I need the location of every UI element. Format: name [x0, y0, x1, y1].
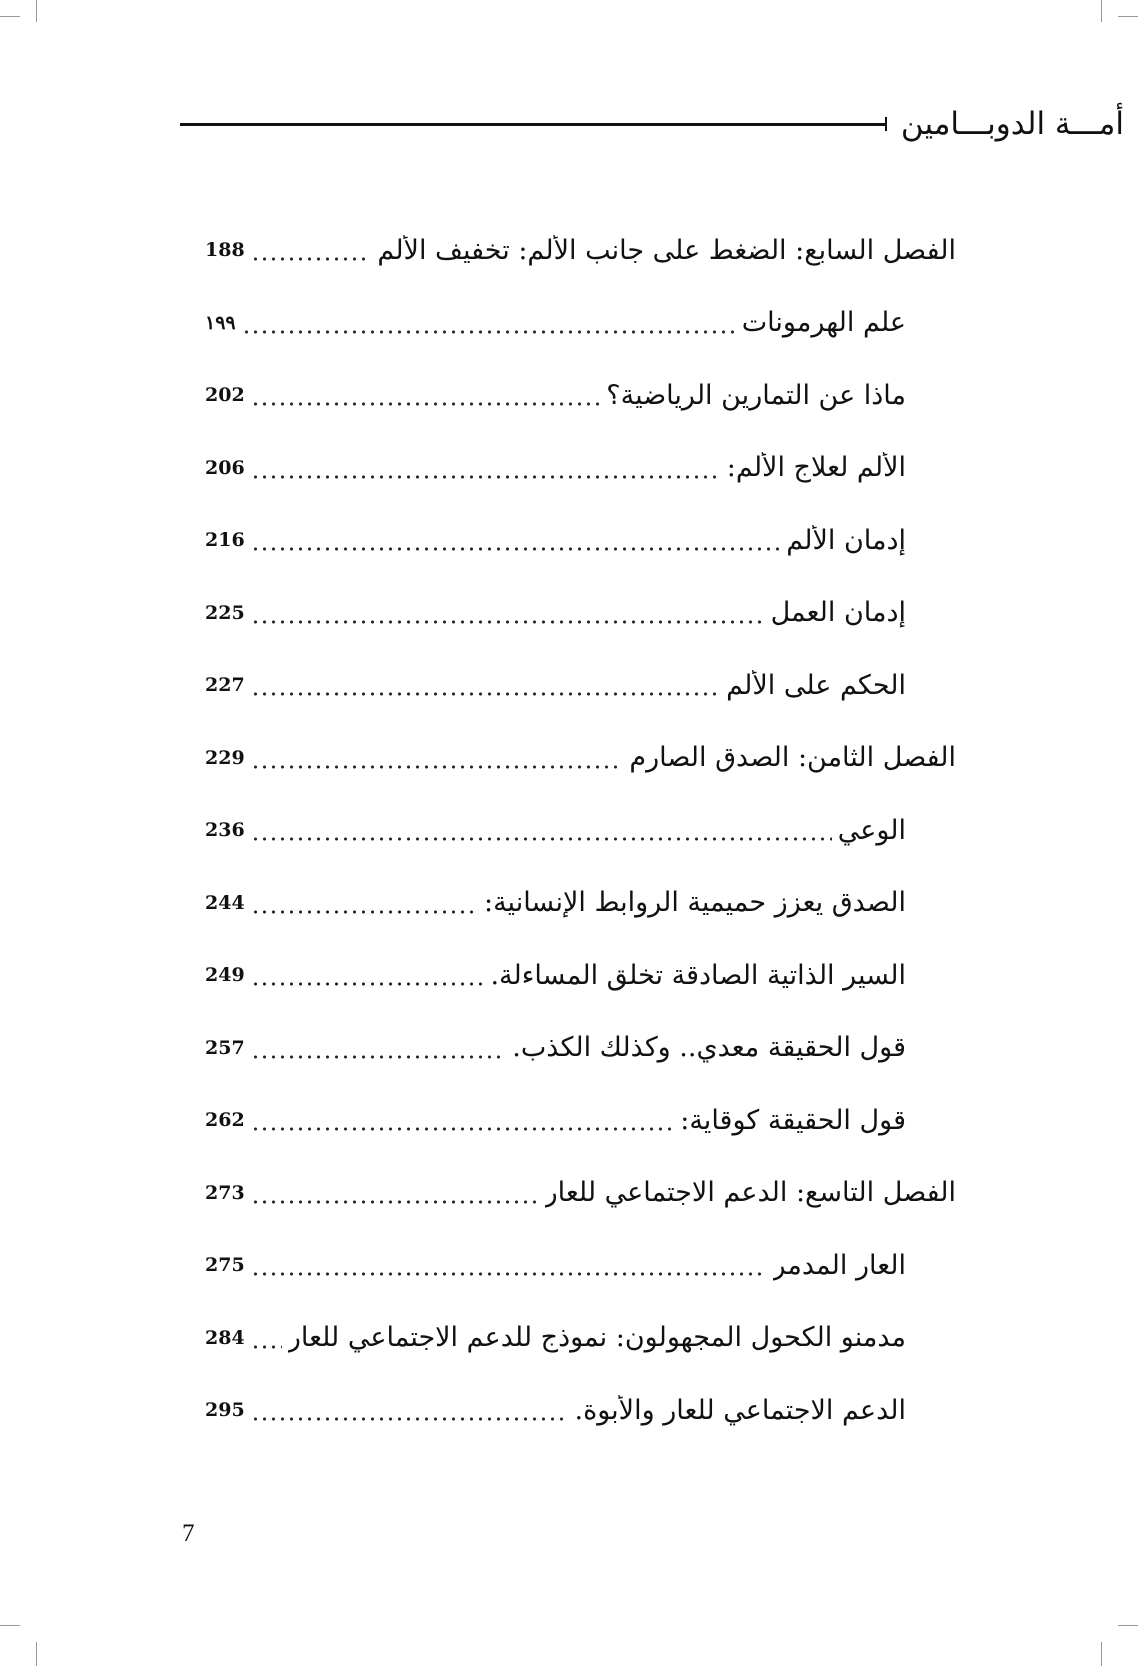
toc-dot-leader	[251, 1035, 507, 1061]
toc-dot-leader	[251, 382, 601, 408]
toc-entry-title: مدمنو الكحول المجهولون: نموذج للدعم الاجتماعي للعار	[287, 1322, 906, 1354]
running-header-title: أمـــة الدوبـــامين	[900, 106, 1124, 142]
toc-entry-page: 244	[205, 891, 245, 914]
running-header	[180, 104, 1124, 144]
toc-entry-title: الوعي	[837, 814, 906, 846]
crop-mark	[0, 1625, 20, 1626]
toc-entry-page: 206	[205, 456, 245, 479]
toc-entry-title: الصدق يعزز حميمية الروابط الإنسانية:	[483, 887, 906, 919]
toc-chapter-entry	[205, 722, 956, 795]
toc-entry-page: 257	[205, 1036, 245, 1059]
toc-entry-page: 188	[205, 239, 245, 262]
toc-entry-title: الدعم الاجتماعي للعار والأبوة.	[574, 1394, 906, 1426]
toc-entry-title: الفصل التاسع: الدعم الاجتماعي للعار	[544, 1177, 956, 1209]
toc-section-entry	[205, 1374, 956, 1447]
toc-dot-leader	[251, 1180, 539, 1206]
toc-dot-leader	[251, 600, 765, 626]
toc-dot-leader	[251, 672, 720, 698]
toc-entry-title: قول الحقيقة كوقاية:	[680, 1104, 906, 1136]
toc-dot-leader	[251, 237, 372, 263]
toc-dot-leader	[251, 1107, 675, 1133]
toc-entry-page: 249	[205, 964, 245, 987]
toc-entry-title: الفصل الثامن: الصدق الصارم	[629, 742, 956, 774]
toc-entry-page: ١٩٩	[205, 311, 236, 334]
toc-section-entry	[205, 1084, 956, 1157]
toc-entry-page: 202	[205, 384, 245, 407]
toc-dot-leader	[251, 962, 485, 988]
toc-chapter-entry	[205, 1157, 956, 1230]
crop-mark	[36, 0, 37, 22]
toc-entry-title: الألم لعلاج الألم:	[726, 452, 906, 484]
toc-section-entry	[205, 939, 956, 1012]
toc-dot-leader	[251, 527, 781, 553]
toc-section-entry	[205, 577, 956, 650]
toc-entry-title: الفصل السابع: الضغط على جانب الألم: تخفيف الألم	[377, 234, 956, 266]
toc-dot-leader	[251, 1325, 282, 1351]
toc-dot-leader	[251, 1397, 569, 1423]
toc-chapter-entry	[205, 214, 956, 287]
toc-section-entry	[205, 867, 956, 940]
toc-entry-title: إدمان الألم	[786, 524, 906, 556]
toc-entry-page: 216	[205, 529, 245, 552]
toc-dot-leader	[242, 310, 736, 336]
table-of-contents	[205, 214, 956, 1447]
toc-entry-page: 295	[205, 1399, 245, 1422]
toc-section-entry	[205, 1229, 956, 1302]
toc-entry-page: 227	[205, 674, 245, 697]
toc-entry-page: 275	[205, 1254, 245, 1277]
toc-section-entry	[205, 649, 956, 722]
toc-entry-page: 236	[205, 819, 245, 842]
header-rule-cap	[885, 117, 887, 131]
toc-entry-title: قول الحقيقة معدي.. وكذلك الكذب.	[512, 1032, 906, 1064]
toc-entry-title: الحكم على الألم	[726, 669, 906, 701]
toc-section-entry	[205, 1302, 956, 1375]
toc-entry-page: 262	[205, 1109, 245, 1132]
crop-mark	[36, 1642, 37, 1666]
page-number: 7	[182, 1520, 195, 1547]
toc-section-entry	[205, 287, 956, 360]
toc-dot-leader	[251, 745, 624, 771]
toc-entry-title: ماذا عن التمارين الرياضية؟	[606, 379, 906, 411]
toc-entry-title: علم الهرمونات	[741, 307, 906, 339]
toc-entry-page: 229	[205, 746, 245, 769]
toc-section-entry	[205, 1012, 956, 1085]
toc-dot-leader	[251, 817, 832, 843]
header-rule	[180, 123, 885, 126]
toc-entry-title: السير الذاتية الصادقة تخلق المساءلة.	[490, 959, 906, 991]
toc-section-entry	[205, 359, 956, 432]
crop-mark	[1101, 0, 1102, 22]
toc-dot-leader	[251, 455, 721, 481]
crop-mark	[1118, 1625, 1138, 1626]
crop-mark	[1118, 16, 1138, 17]
toc-dot-leader	[251, 890, 478, 916]
crop-mark	[0, 16, 20, 17]
toc-entry-page: 273	[205, 1181, 245, 1204]
crop-mark	[1101, 1642, 1102, 1666]
toc-entry-page: 225	[205, 601, 245, 624]
toc-section-entry	[205, 504, 956, 577]
toc-entry-page: 284	[205, 1326, 245, 1349]
toc-section-entry	[205, 432, 956, 505]
toc-section-entry	[205, 794, 956, 867]
toc-entry-title: إدمان العمل	[770, 597, 906, 629]
toc-entry-title: العار المدمر	[772, 1249, 906, 1281]
toc-dot-leader	[251, 1252, 767, 1278]
